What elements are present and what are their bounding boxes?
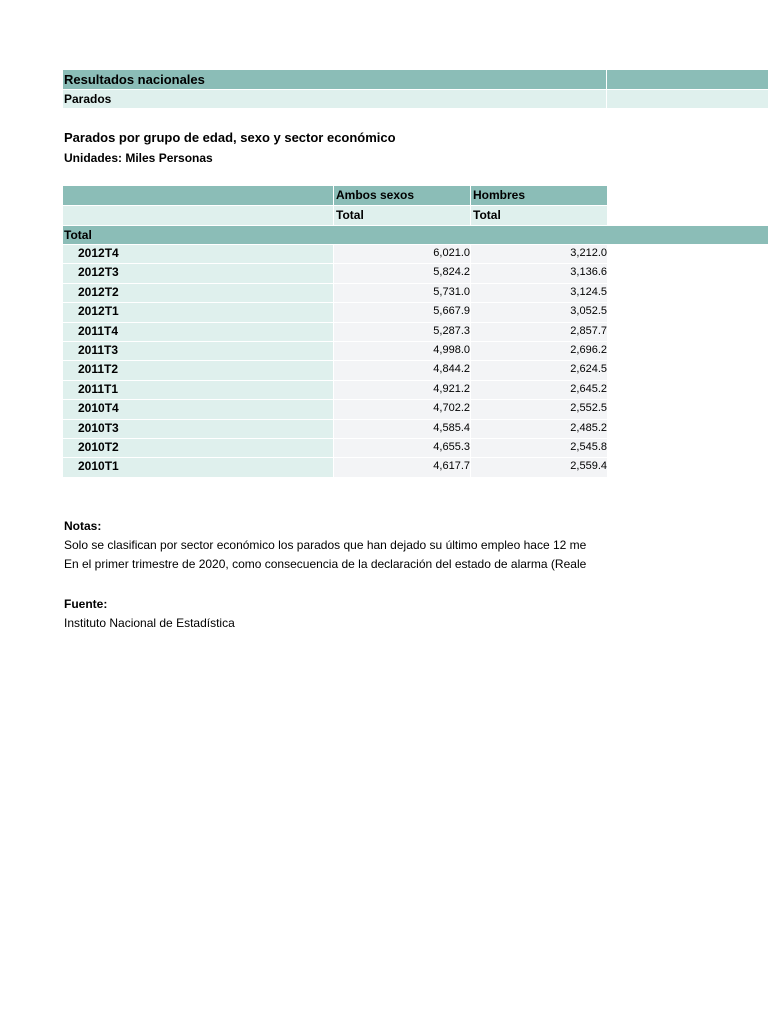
notes-heading: Notas: — [64, 519, 102, 533]
row-period: 2010T3 — [63, 420, 333, 438]
row-period: 2012T4 — [63, 245, 333, 263]
value-hombres: 2,559.4 — [471, 458, 607, 476]
table-row — [63, 342, 607, 361]
value-ambos: 5,287.3 — [334, 323, 470, 341]
value-ambos: 6,021.0 — [334, 245, 470, 263]
row-period: 2011T2 — [63, 361, 333, 379]
column-group-row — [63, 186, 607, 205]
table-row — [63, 381, 607, 400]
row-period: 2010T2 — [63, 439, 333, 457]
table-row — [63, 264, 607, 283]
table-row — [63, 245, 607, 264]
value-ambos: 4,844.2 — [334, 361, 470, 379]
total-group-row — [63, 226, 768, 244]
value-ambos: 4,702.2 — [334, 400, 470, 418]
table-row — [63, 439, 607, 458]
table-title: Parados por grupo de edad, sexo y sector económico — [64, 130, 396, 145]
table-row — [63, 361, 607, 380]
column-headers — [63, 186, 607, 226]
header-divider — [606, 90, 607, 108]
value-hombres: 3,136.6 — [471, 264, 607, 282]
value-hombres: 2,645.2 — [471, 381, 607, 399]
value-hombres: 3,052.5 — [471, 303, 607, 321]
table-row — [63, 303, 607, 322]
note-line: Solo se clasifican por sector económico los parados que han dejado su último empleo hace 12 me — [64, 538, 587, 552]
value-ambos: 4,998.0 — [334, 342, 470, 360]
value-ambos: 4,585.4 — [334, 420, 470, 438]
value-ambos: 4,921.2 — [334, 381, 470, 399]
row-period: 2012T3 — [63, 264, 333, 282]
column-group-ambos: Ambos sexos — [334, 186, 470, 205]
value-hombres: 3,212.0 — [471, 245, 607, 263]
value-ambos: 5,667.9 — [334, 303, 470, 321]
column-sub-ambos: Total — [334, 206, 470, 225]
note-line: En el primer trimestre de 2020, como consecuencia de la declaración del estado de alarma (Reale — [64, 557, 587, 571]
table-row — [63, 284, 607, 303]
row-period: 2011T3 — [63, 342, 333, 360]
table-row — [63, 323, 607, 342]
row-period: 2011T4 — [63, 323, 333, 341]
column-group-hombres: Hombres — [471, 186, 607, 205]
section-title: Resultados nacionales — [64, 72, 205, 87]
row-period: 2012T2 — [63, 284, 333, 302]
subsection-title: Parados — [64, 92, 112, 106]
value-hombres: 2,696.2 — [471, 342, 607, 360]
header-corner-cell — [63, 186, 333, 205]
value-hombres: 2,857.7 — [471, 323, 607, 341]
value-hombres: 2,545.8 — [471, 439, 607, 457]
value-hombres: 2,485.2 — [471, 420, 607, 438]
total-label: Total — [64, 228, 92, 242]
value-ambos: 4,655.3 — [334, 439, 470, 457]
column-sub-hombres: Total — [471, 206, 607, 225]
row-period: 2012T1 — [63, 303, 333, 321]
header-divider — [606, 70, 607, 89]
subsection-header — [63, 90, 768, 108]
value-ambos: 4,617.7 — [334, 458, 470, 476]
section-header — [63, 70, 768, 89]
value-hombres: 2,552.5 — [471, 400, 607, 418]
value-hombres: 3,124.5 — [471, 284, 607, 302]
value-ambos: 5,824.2 — [334, 264, 470, 282]
value-hombres: 2,624.5 — [471, 361, 607, 379]
column-sub-row — [63, 206, 607, 225]
row-period: 2010T1 — [63, 458, 333, 476]
table-row — [63, 420, 607, 439]
table-row — [63, 458, 607, 477]
row-period: 2011T1 — [63, 381, 333, 399]
units-label: Unidades: Miles Personas — [64, 151, 213, 165]
source-heading: Fuente: — [64, 597, 108, 611]
header-corner-cell — [63, 206, 333, 225]
table-row — [63, 400, 607, 419]
source-text: Instituto Nacional de Estadística — [64, 616, 235, 630]
data-table-body — [63, 245, 607, 478]
value-ambos: 5,731.0 — [334, 284, 470, 302]
row-period: 2010T4 — [63, 400, 333, 418]
